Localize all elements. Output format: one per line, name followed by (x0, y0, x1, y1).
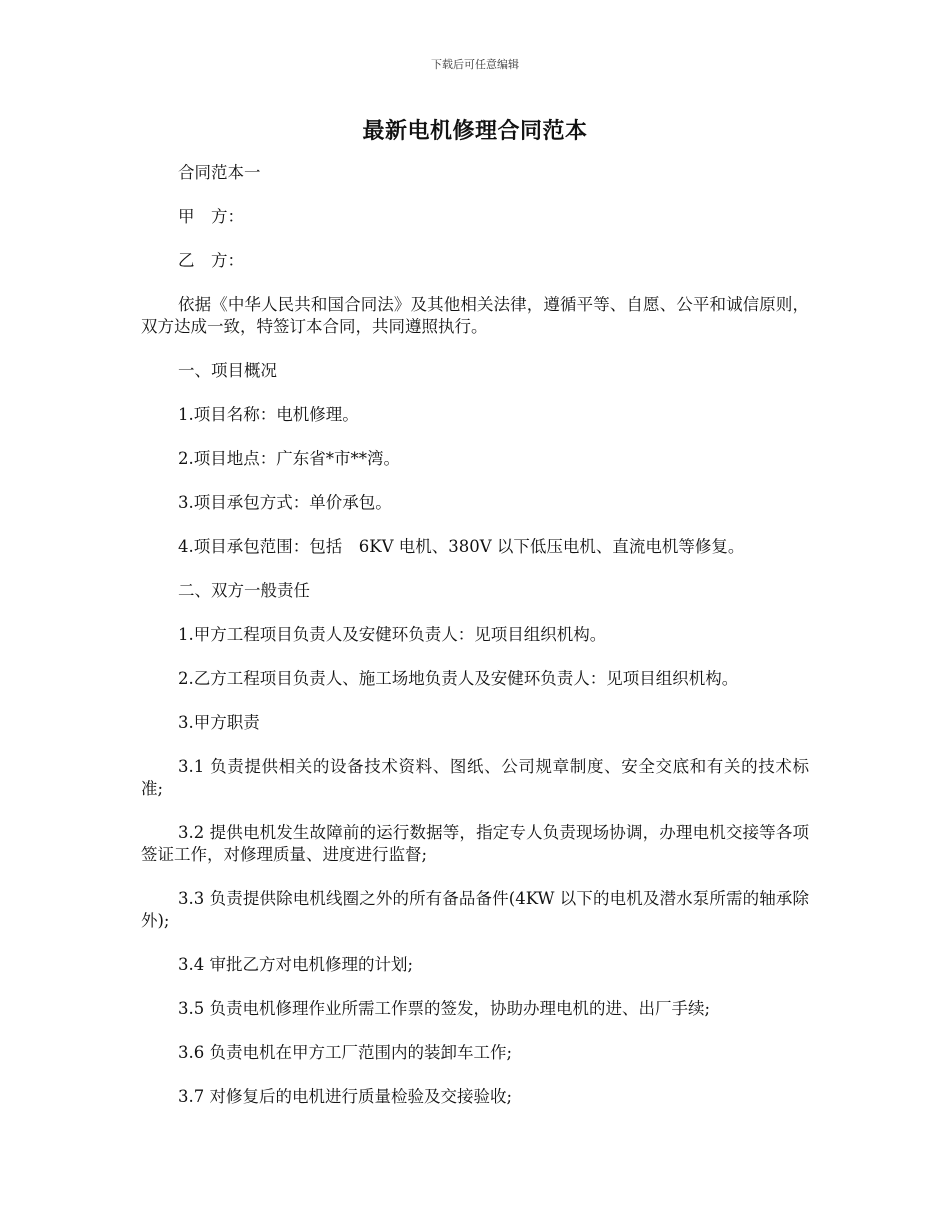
paragraph: 1.甲方工程项目负责人及安健环负责人：见项目组织机构。 (178, 625, 607, 644)
paragraph: 二、双方一般责任 (178, 581, 310, 600)
paragraph: 甲 方： (178, 207, 244, 226)
paragraph: 1.项目名称：电机修理。 (178, 405, 359, 424)
paragraph: 4.项目承包范围：包括 6KV 电机、380V 以下低压电机、直流电机等修复。 (178, 537, 745, 556)
paragraph: 2.项目地点：广东省*市**湾。 (178, 449, 400, 468)
paragraph: 一、项目概况 (178, 361, 277, 380)
paragraph: 3.5 负责电机修理作业所需工作票的签发，协助办理电机的进、出厂手续; (178, 999, 711, 1018)
paragraph: 3.2 提供电机发生故障前的运行数据等，指定专人负责现场协调，办理电机交接等各项签证工作，对修理质量、进度进行监督; (141, 823, 809, 864)
paragraph: 3.4 审批乙方对电机修理的计划; (178, 955, 414, 974)
document-body (141, 162, 809, 1130)
paragraph: 3.6 负责电机在甲方工厂范围内的装卸车工作; (178, 1043, 513, 1062)
paragraph: 3.项目承包方式：单价承包。 (178, 493, 392, 512)
header-note: 下载后可任意编辑 (431, 58, 519, 71)
paragraph: 2.乙方工程项目负责人、施工场地负责人及安健环负责人：见项目组织机构。 (178, 669, 739, 688)
paragraph: 乙 方： (178, 251, 244, 270)
paragraph: 3.3 负责提供除电机线圈之外的所有备品备件(4KW 以下的电机及潜水泵所需的轴承除外); (141, 889, 809, 930)
paragraph: 合同范本一 (178, 163, 261, 182)
paragraph: 3.甲方职责 (178, 713, 260, 732)
paragraph: 3.1 负责提供相关的设备技术资料、图纸、公司规章制度、安全交底和有关的技术标准; (141, 757, 809, 798)
paragraph: 3.7 对修复后的电机进行质量检验及交接验收; (178, 1087, 513, 1106)
document-title: 最新电机修理合同范本 (362, 118, 588, 144)
paragraph: 依据《中华人民共和国合同法》及其他相关法律，遵循平等、自愿、公平和诚信原则，双方达成一致，特签订本合同，共同遵照执行。 (141, 295, 809, 336)
